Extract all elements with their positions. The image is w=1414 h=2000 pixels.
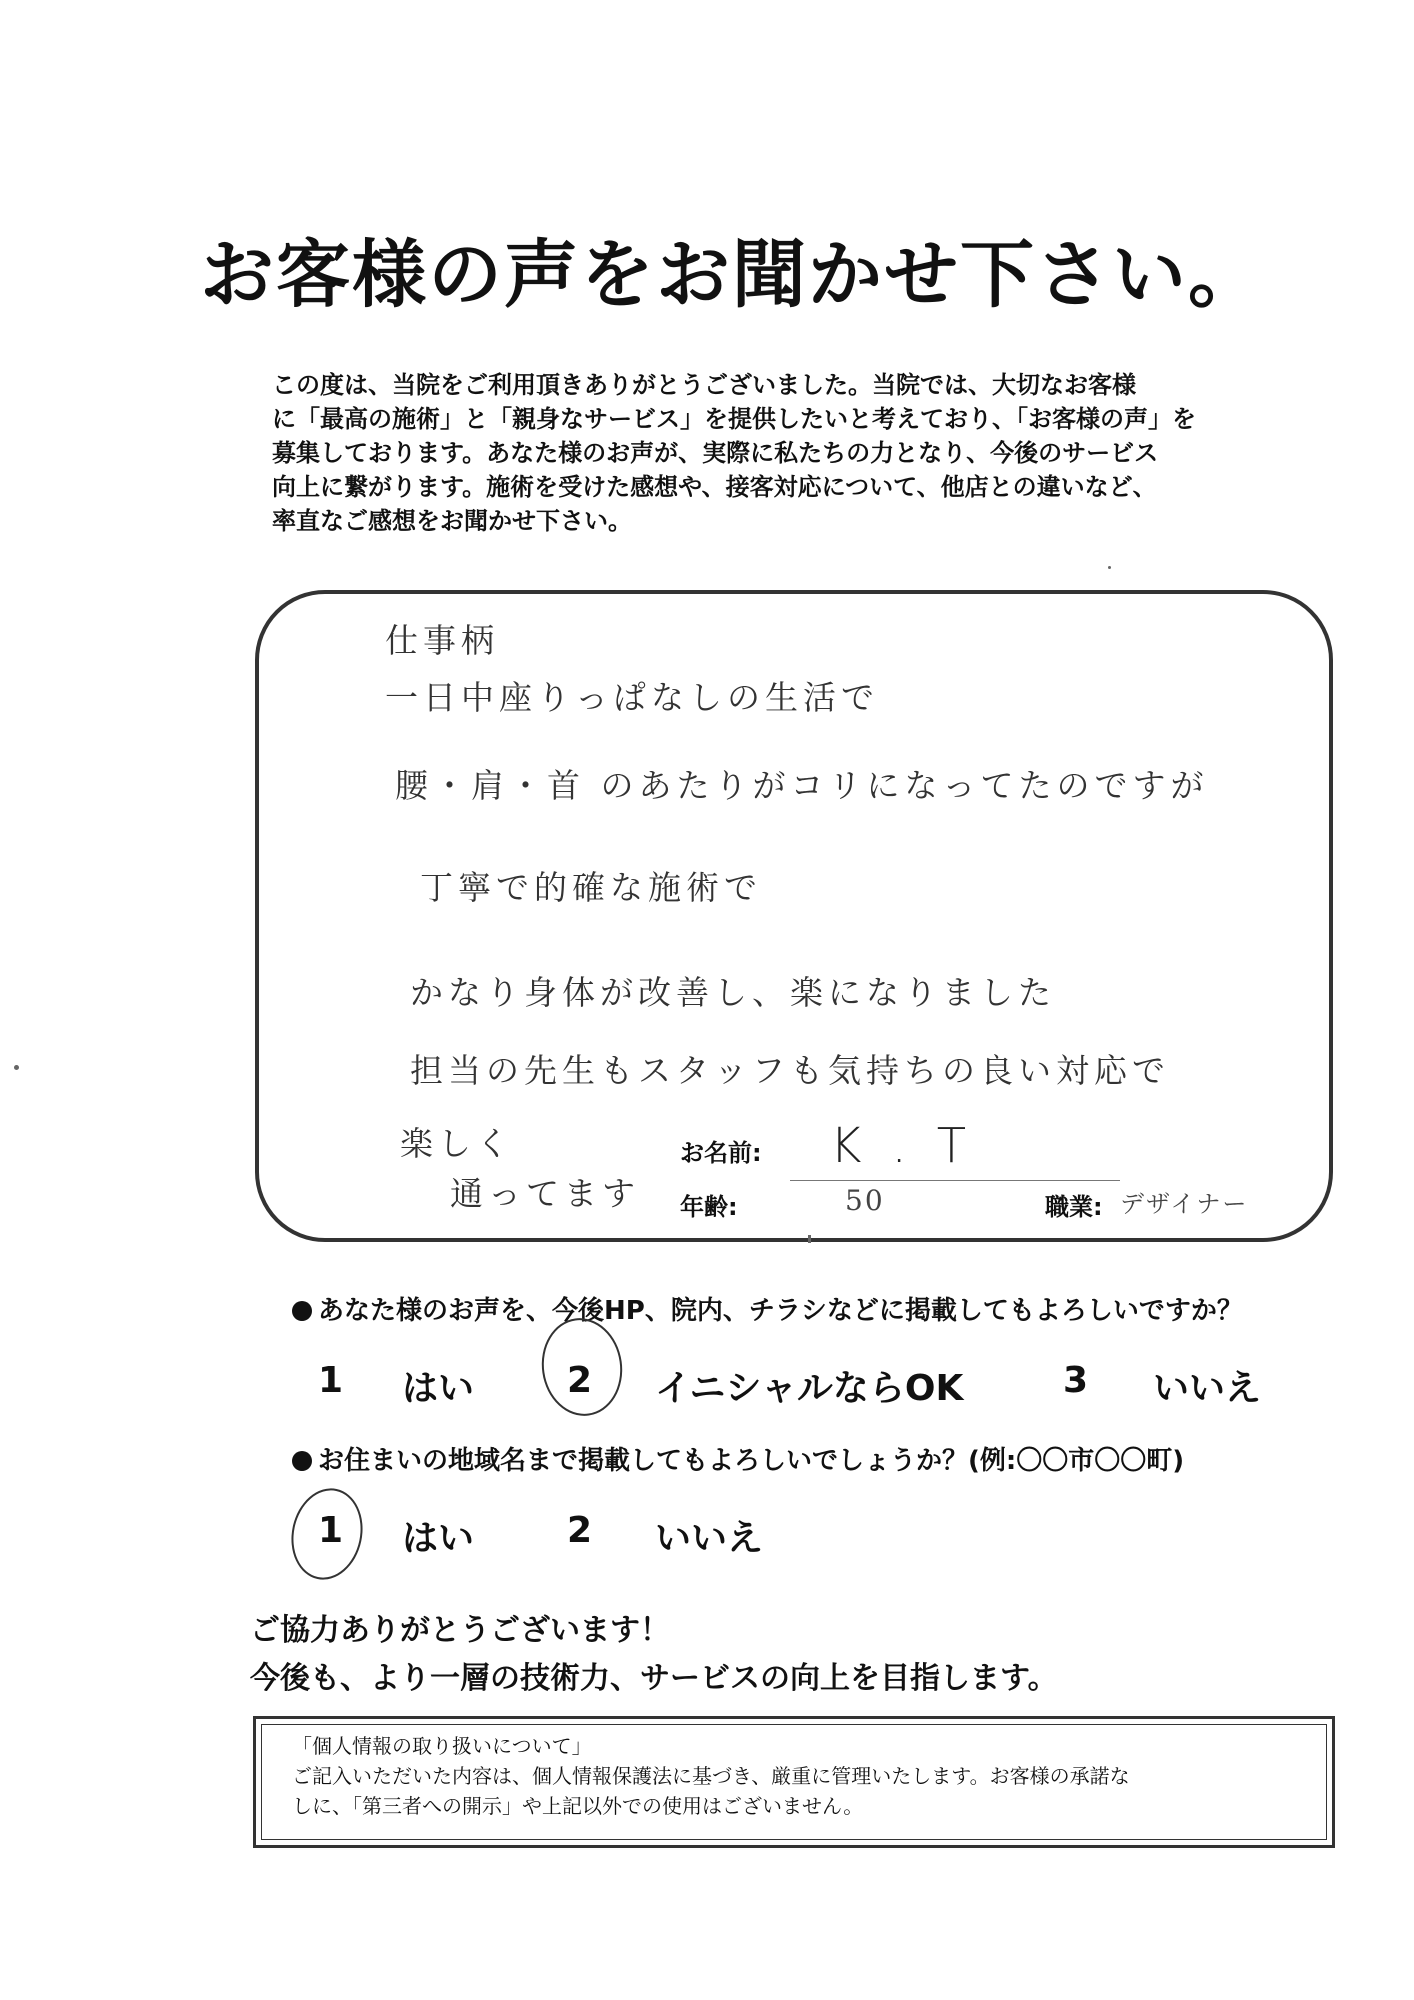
intro-line: 向上に繋がります。施術を受けた感想や、接客対応について、他店との違いなど、 xyxy=(272,473,1157,501)
handwritten-line: 仕事柄 xyxy=(385,621,499,660)
question-2 xyxy=(292,1440,1184,1477)
age-label: 年齢: xyxy=(680,1193,738,1221)
privacy-heading: 「個人情報の取り扱いについて」 xyxy=(292,1734,592,1758)
name-underline xyxy=(790,1180,1120,1181)
page-title: お客様の声をお聞かせ下さい。 xyxy=(200,232,1264,318)
job-value: デザイナー xyxy=(1120,1190,1249,1218)
name-label: お名前: xyxy=(680,1139,762,1167)
bullet-icon xyxy=(292,1301,312,1321)
intro-paragraph xyxy=(272,368,1312,538)
intro-line: に「最高の施術」と「親身なサービス」を提供したいと考えており、「お客様の声」を xyxy=(272,405,1196,433)
handwritten-line: 一日中座りっぱなしの生活で xyxy=(385,678,879,717)
privacy-line-1: ご記入いただいた内容は、個人情報保護法に基づき、厳重に管理いたします。お客様の承諾な xyxy=(292,1764,1130,1788)
handwritten-line: かなり身体が改善し、楽になりました xyxy=(410,973,1056,1012)
q1-option-2-number[interactable]: 2 xyxy=(567,1360,593,1401)
intro-line: この度は、当院をご利用頂きありがとうございました。当院では、大切なお客様 xyxy=(272,371,1136,399)
handwritten-line: 楽しく xyxy=(400,1124,514,1163)
question-2-text: お住まいの地域名まで掲載してもよろしいでしょうか？(例:〇〇市〇〇町) xyxy=(318,1446,1185,1476)
q1-option-2-label[interactable]: イニシャルならOK xyxy=(655,1368,964,1409)
intro-line: 率直なご感想をお聞かせ下さい。 xyxy=(272,507,632,535)
scan-speck xyxy=(808,1235,811,1243)
job-label: 職業: xyxy=(1045,1193,1103,1221)
q1-option-1-label[interactable]: はい xyxy=(402,1368,475,1409)
q2-option-1-label[interactable]: はい xyxy=(402,1518,475,1559)
bullet-icon xyxy=(292,1451,312,1471)
name-value: K.T xyxy=(830,1118,997,1174)
q1-option-3-number[interactable]: 3 xyxy=(1063,1360,1089,1401)
handwritten-line: 通ってます xyxy=(450,1174,640,1213)
privacy-notice-box xyxy=(253,1716,1335,1848)
scan-speck xyxy=(1108,566,1111,569)
question-1 xyxy=(292,1290,1243,1327)
q1-option-1-number[interactable]: 1 xyxy=(318,1360,344,1401)
handwritten-line: 腰・肩・首 のあたりがコリになってたのですが xyxy=(395,766,1209,805)
privacy-line-2: しに、「第三者への開示」や上記以外での使用はございません。 xyxy=(292,1794,864,1818)
handwritten-line: 担当の先生もスタッフも気持ちの良い対応で xyxy=(410,1051,1170,1090)
question-1-text: あなた様のお声を、今後HP、院内、チラシなどに掲載してもよろしいですか？ xyxy=(318,1296,1243,1326)
q2-option-2-number[interactable]: 2 xyxy=(567,1510,593,1551)
thanks-line-1: ご協力ありがとうございます！ xyxy=(250,1613,670,1648)
thanks-line-2: 今後も、より一層の技術力、サービスの向上を目指します。 xyxy=(250,1661,1058,1696)
intro-line: 募集しております。あなた様のお声が、実際に私たちの力となり、今後のサービス xyxy=(272,439,1159,467)
privacy-inner-frame xyxy=(261,1724,1327,1840)
age-value: 50 xyxy=(845,1184,885,1217)
q2-option-1-number[interactable]: 1 xyxy=(318,1510,344,1551)
q2-option-2-label[interactable]: いいえ xyxy=(655,1518,764,1559)
scan-speck xyxy=(14,1065,19,1070)
q1-option-3-label[interactable]: いいえ xyxy=(1153,1368,1262,1409)
handwritten-line: 丁寧で的確な施術で xyxy=(420,868,762,907)
